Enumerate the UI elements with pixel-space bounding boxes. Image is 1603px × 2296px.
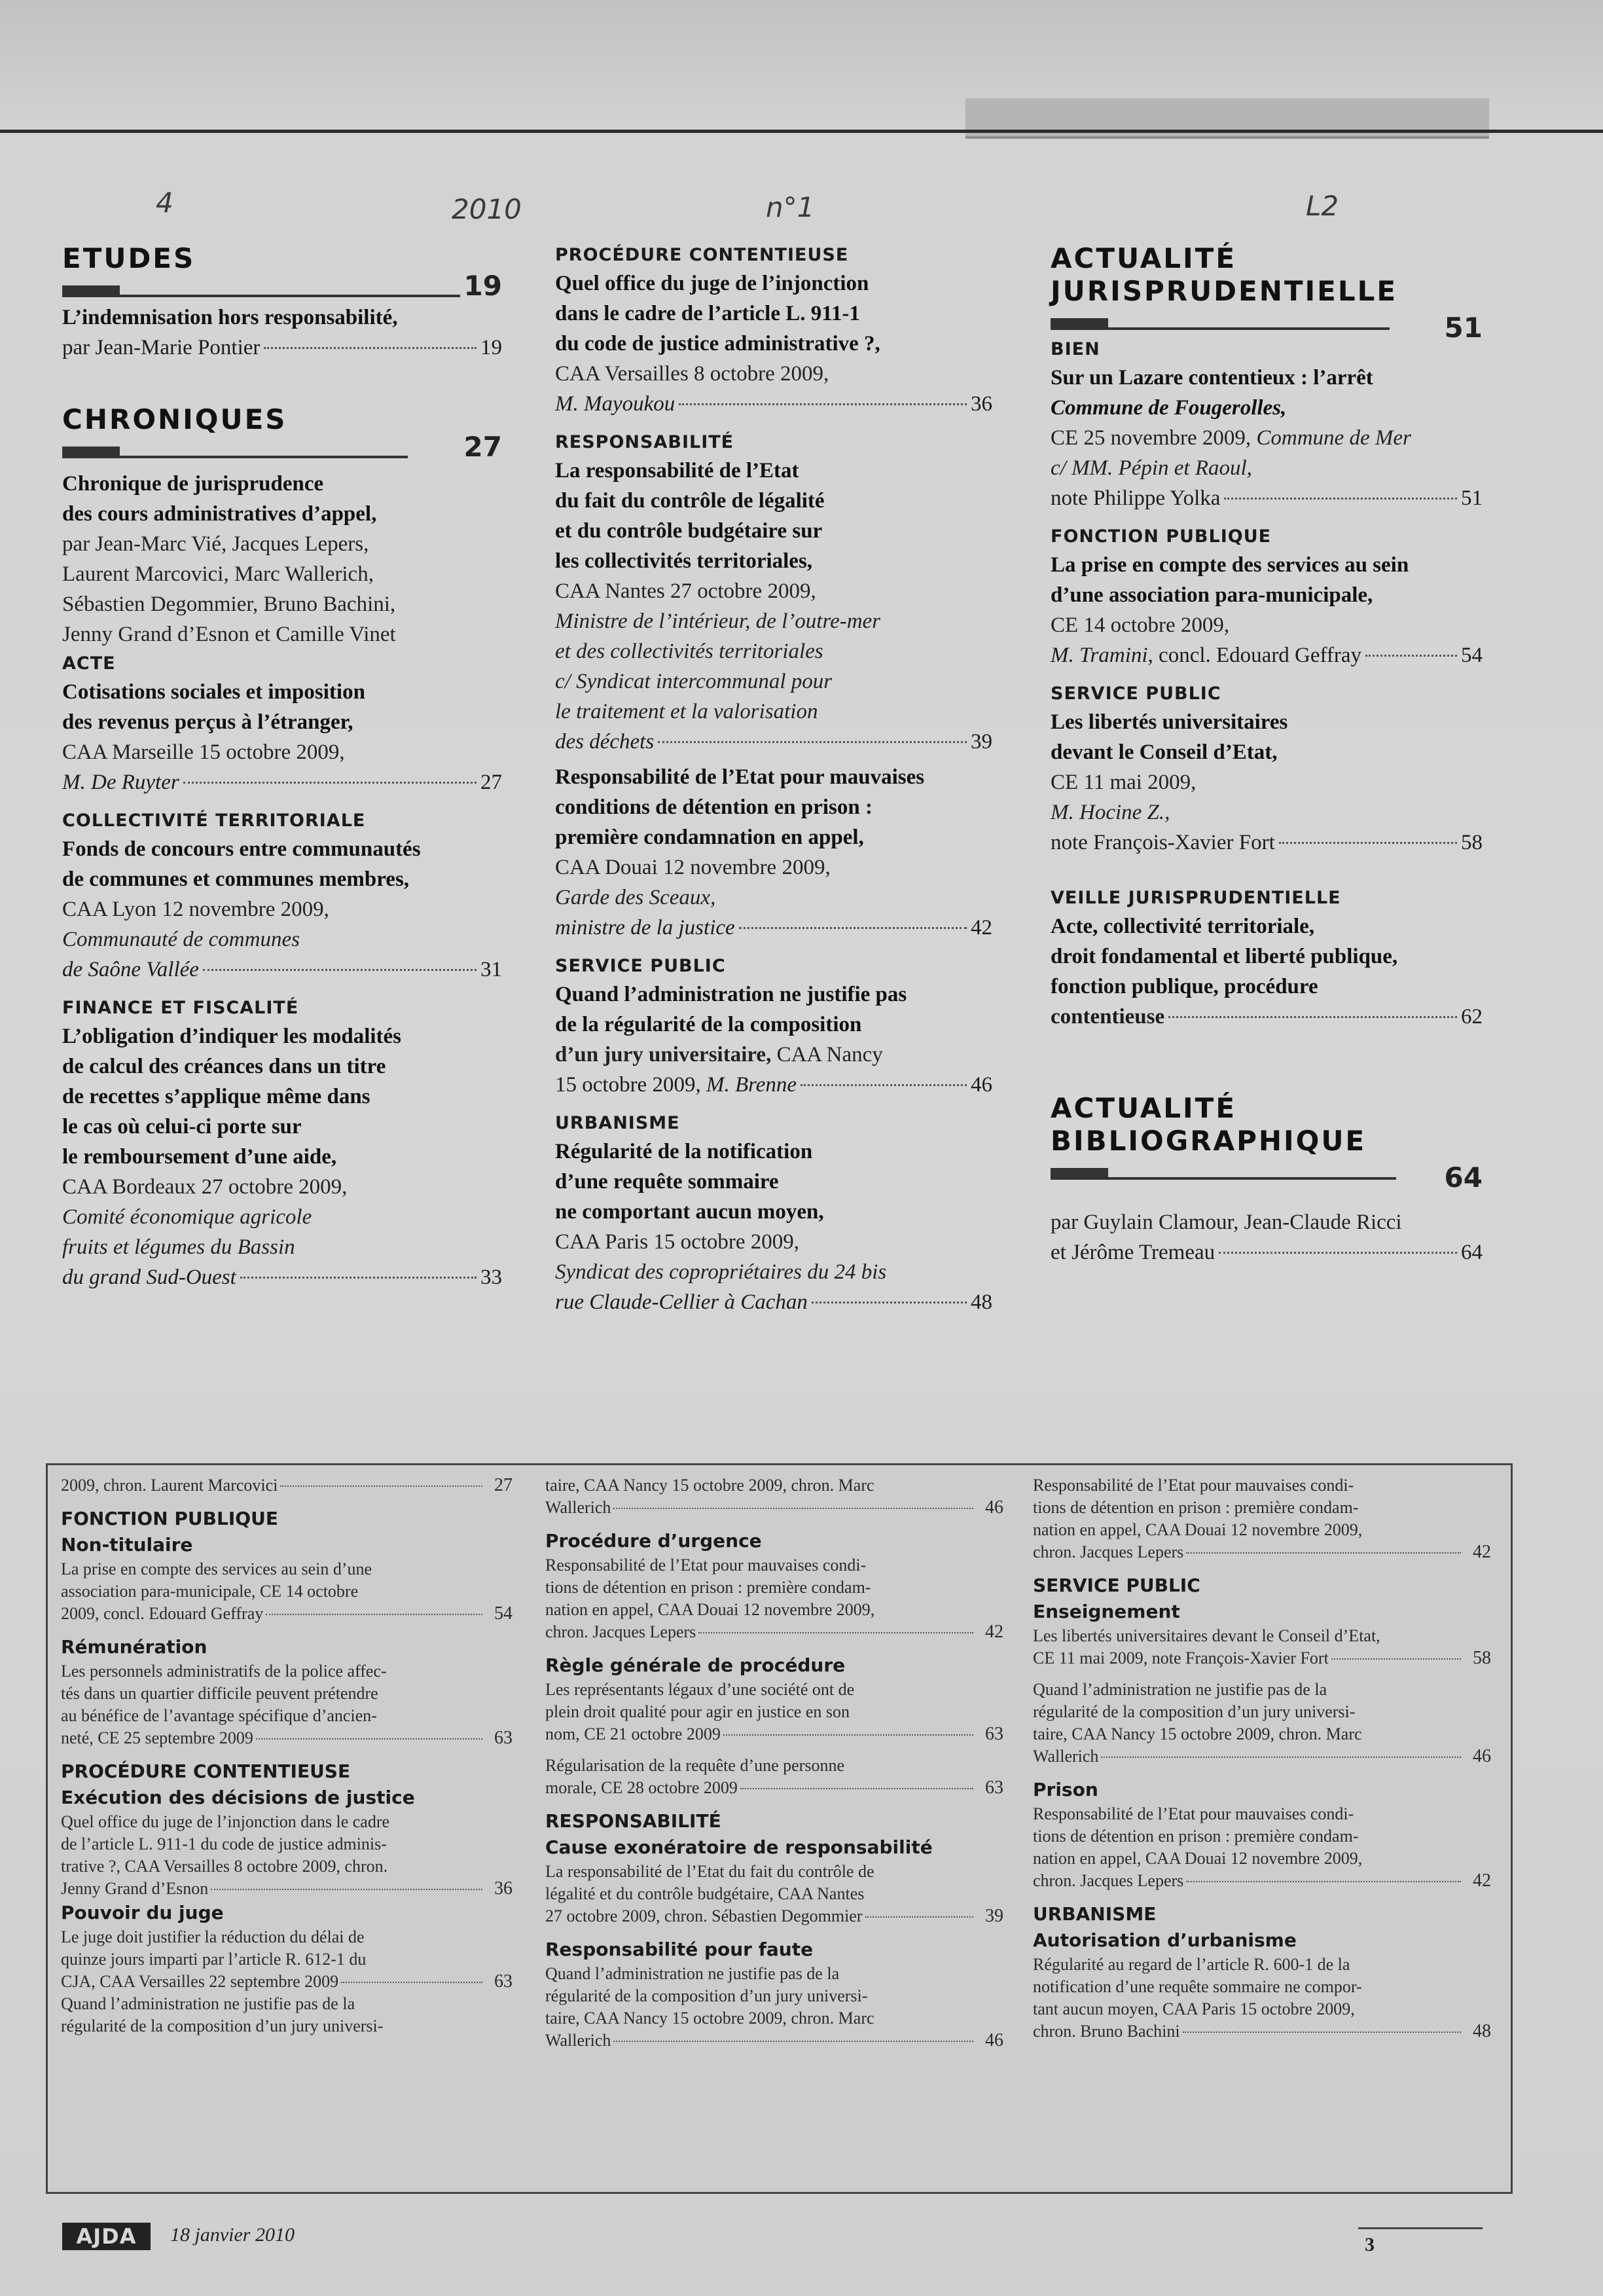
- entry-title: Acte, collectivité territoriale,: [1051, 915, 1315, 938]
- toc-entry-injonction[interactable]: M. Mayoukou 36: [555, 392, 992, 416]
- entry-title: conditions de détention en prison :: [555, 795, 873, 819]
- index-text: Régularité au regard de l’article R. 600-1 de la: [1033, 1955, 1350, 1974]
- index-text: La prise en compte des services au sein d’une: [61, 1559, 372, 1578]
- entry-court: CAA Paris 15 octobre 2009,: [555, 1230, 800, 1254]
- index-text: Quand l’administration ne justifie pas de la: [1033, 1680, 1327, 1699]
- section-page-number: 27: [463, 431, 502, 463]
- index-entry[interactable]: Wallerich 46: [1033, 1746, 1491, 1766]
- index-entry[interactable]: chron. Bruno Bachini 48: [1033, 2021, 1491, 2041]
- index-text: plein droit qualité pour agir en justice en son: [545, 1702, 850, 1721]
- index-text: régularité de la composition d’un jury universi-: [1033, 1702, 1356, 1721]
- toc-entry-cotisations[interactable]: M. De Ruyter 27: [62, 771, 502, 794]
- entry-title: La prise en compte des services au sein: [1051, 553, 1409, 577]
- toc-entry-notification[interactable]: rue Claude-Cellier à Cachan 48: [555, 1290, 992, 1314]
- index-text: légalité et du contrôle budgétaire, CAA Nantes: [545, 1884, 865, 1903]
- entry-title: de recettes s’applique même dans: [62, 1085, 370, 1108]
- footer-rule: [1358, 2227, 1483, 2229]
- entry-party: Garde des Sceaux,: [555, 886, 716, 909]
- index-text: Les libertés universitaires devant le Conseil d’Etat,: [1033, 1626, 1380, 1645]
- index-text: tions de détention en prison : première condam-: [545, 1578, 871, 1597]
- index-column-2: [545, 1474, 1003, 2052]
- entry-title: Fonds de concours entre communautés: [62, 837, 421, 861]
- toc-entry-veille[interactable]: contentieuse 62: [1051, 1005, 1483, 1029]
- index-heading: PROCÉDURE CONTENTIEUSE: [61, 1760, 351, 1782]
- index-entry[interactable]: neté, CE 25 septembre 2009 63: [61, 1728, 513, 1748]
- index-text: association para-municipale, CE 14 octobre: [61, 1582, 359, 1601]
- index-text: Les représentants légaux d’une société ont de: [545, 1680, 855, 1699]
- toc-entry-prison[interactable]: ministre de la justice 42: [555, 916, 992, 939]
- entry-title: Responsabilité de l’Etat pour mauvaises: [555, 765, 925, 789]
- index-text: tant aucun moyen, CAA Paris 15 octobre 2009,: [1033, 1999, 1355, 2018]
- section-title-etudes: ETUDES: [62, 242, 196, 274]
- index-text: La responsabilité de l’Etat du fait du contrôle de: [545, 1862, 874, 1881]
- section-title-actualite-biblio: BIBLIOGRAPHIQUE: [1051, 1125, 1367, 1157]
- handwritten-note: L2: [1306, 190, 1339, 222]
- index-subheading: Règle générale de procédure: [545, 1654, 846, 1676]
- index-subheading: Enseignement: [1033, 1601, 1180, 1622]
- index-text: tions de détention en prison : première condam-: [1033, 1498, 1359, 1517]
- index-text: notification d’une requête sommaire ne compor-: [1033, 1977, 1362, 1996]
- entry-title: Les libertés universitaires: [1051, 710, 1288, 734]
- index-text: trative ?, CAA Versailles 8 octobre 2009, chron.: [61, 1857, 388, 1876]
- index-text: taire, CAA Nancy 15 octobre 2009, chron. Marc: [545, 1476, 874, 1495]
- entry-court: CAA Versailles 8 octobre 2009,: [555, 362, 829, 386]
- index-text: taire, CAA Nancy 15 octobre 2009, chron. Marc: [1033, 1724, 1362, 1743]
- rubric-label: SERVICE PUBLIC: [555, 956, 726, 976]
- toc-entry-jury[interactable]: 15 octobre 2009, M. Brenne 46: [555, 1073, 992, 1097]
- entry-party: fruits et légumes du Bassin: [62, 1235, 295, 1259]
- entry-title: de calcul des créances dans un titre: [62, 1055, 386, 1078]
- entry-title: des cours administratives d’appel,: [62, 502, 377, 526]
- entry-title: Quel office du juge de l’injonction: [555, 272, 869, 295]
- entry-title: devant le Conseil d’Etat,: [1051, 740, 1278, 764]
- column-actualite: [1051, 242, 1483, 1267]
- index-entry[interactable]: 27 octobre 2009, chron. Sébastien Degommier 39: [545, 1906, 1003, 1926]
- entry-party: M. Hocine Z.,: [1051, 801, 1170, 824]
- entry-title: du fait du contrôle de légalité: [555, 489, 825, 513]
- rubric-label: PROCÉDURE CONTENTIEUSE: [555, 245, 849, 265]
- index-text: nation en appel, CAA Douai 12 novembre 2009,: [545, 1600, 875, 1619]
- section-page-number: 19: [463, 270, 502, 302]
- entry-title: fonction publique, procédure: [1051, 975, 1318, 998]
- index-text: nation en appel, CAA Douai 12 novembre 2009,: [1033, 1849, 1363, 1868]
- toc-entry-controle-legalite[interactable]: des déchets 39: [555, 730, 992, 754]
- section-page-number: 51: [1444, 312, 1483, 344]
- index-entry[interactable]: Jenny Grand d’Esnon 36: [61, 1878, 513, 1899]
- index-subheading: Exécution des décisions de justice: [61, 1787, 415, 1808]
- toc-entry-biblio[interactable]: et Jérôme Tremeau 64: [1051, 1241, 1483, 1264]
- index-text: Responsabilité de l’Etat pour mauvaises condi-: [1033, 1476, 1354, 1495]
- index-text: tés dans un quartier difficile peuvent prétendre: [61, 1684, 378, 1703]
- index-subheading: Procédure d’urgence: [545, 1530, 762, 1552]
- rubric-label: URBANISME: [555, 1113, 680, 1133]
- index-subheading: Autorisation d’urbanisme: [1033, 1929, 1297, 1951]
- entry-court: CE 14 octobre 2009,: [1051, 613, 1230, 637]
- index-heading: SERVICE PUBLIC: [1033, 1575, 1200, 1596]
- index-heading: FONCTION PUBLIQUE: [61, 1508, 278, 1529]
- entry-title: Sur un Lazare contentieux : l’arrêt: [1051, 366, 1373, 390]
- issue-date: 18 janvier 2010: [170, 2224, 295, 2246]
- index-text: Le juge doit justifier la réduction du délai de: [61, 1927, 365, 1946]
- index-text: Quand l’administration ne justifie pas de la: [545, 1964, 840, 1983]
- entry-title: de la régularité de la composition: [555, 1013, 862, 1036]
- entry-title: Cotisations sociales et imposition: [62, 680, 365, 704]
- index-text: quinze jours imparti par l’article R. 612-1 du: [61, 1950, 367, 1969]
- entry-party: le traitement et la valorisation: [555, 700, 818, 723]
- index-text: Quand l’administration ne justifie pas de la: [61, 1994, 355, 2013]
- rubric-label: RESPONSABILITÉ: [555, 432, 734, 452]
- entry-authors: Sébastien Degommier, Bruno Bachini,: [62, 592, 396, 616]
- toc-entry-fonds-concours[interactable]: de Saône Vallée 31: [62, 958, 502, 981]
- rubric-label: BIEN: [1051, 339, 1100, 359]
- entry-title: de communes et communes membres,: [62, 867, 410, 891]
- entry-authors: Jenny Grand d’Esnon et Camille Vinet: [62, 623, 396, 646]
- entry-court: CAA Bordeaux 27 octobre 2009,: [62, 1175, 348, 1199]
- entry-title: Commune de Fougerolles,: [1051, 396, 1287, 420]
- entry-party: et des collectivités territoriales: [555, 640, 823, 663]
- header-rule: [0, 130, 1603, 133]
- index-entry[interactable]: morale, CE 28 octobre 2009 63: [545, 1777, 1003, 1798]
- section-rule: [1051, 312, 1483, 344]
- rubric-label: COLLECTIVITÉ TERRITORIALE: [62, 811, 366, 831]
- index-column-1: [61, 1474, 513, 2037]
- entry-party: Syndicat des copropriétaires du 24 bis: [555, 1260, 887, 1284]
- subject-index-box: [46, 1463, 1513, 2194]
- index-heading: RESPONSABILITÉ: [545, 1810, 721, 1832]
- index-text: Quel office du juge de l’injonction dans le cadre: [61, 1812, 390, 1831]
- entry-title: première condamnation en appel,: [555, 826, 864, 849]
- index-entry[interactable]: CJA, CAA Versailles 22 septembre 2009 63: [61, 1971, 513, 1992]
- entry-title: d’une association para-municipale,: [1051, 583, 1373, 607]
- entry-party: Comité économique agricole: [62, 1205, 312, 1229]
- index-subheading: Pouvoir du juge: [61, 1902, 224, 1923]
- entry-party: Communauté de communes: [62, 928, 300, 951]
- index-subheading: Cause exonératoire de responsabilité: [545, 1836, 933, 1858]
- entry-title: Quand l’administration ne justifie pas: [555, 983, 907, 1006]
- index-entry[interactable]: chron. Jacques Lepers 42: [1033, 1870, 1491, 1891]
- rubric-label: SERVICE PUBLIC: [1051, 683, 1221, 704]
- entry-title: le remboursement d’une aide,: [62, 1145, 337, 1169]
- index-entry[interactable]: 2009, chron. Laurent Marcovici 27: [61, 1475, 513, 1495]
- entry-court: CE 25 novembre 2009, Commune de Mer: [1051, 426, 1411, 450]
- index-entry[interactable]: chron. Jacques Lepers 42: [1033, 1542, 1491, 1562]
- section-title-actualite-biblio: ACTUALITÉ: [1051, 1092, 1237, 1124]
- section-page-number: 64: [1444, 1161, 1483, 1194]
- entry-party: Ministre de l’intérieur, de l’outre-mer: [555, 610, 881, 633]
- entry-court: CAA Marseille 15 octobre 2009,: [62, 740, 345, 764]
- index-subheading: Rémunération: [61, 1636, 207, 1658]
- index-entry[interactable]: chron. Jacques Lepers 42: [545, 1622, 1003, 1642]
- entry-party: c/ Syndicat intercommunal pour: [555, 670, 833, 693]
- entry-authors: par Guylain Clamour, Jean-Claude Ricci: [1051, 1211, 1402, 1234]
- index-heading: URBANISME: [1033, 1903, 1157, 1925]
- index-text: régularité de la composition d’un jury universi-: [545, 1986, 868, 2005]
- entry-title: droit fondamental et liberté publique,: [1051, 945, 1398, 968]
- index-entry[interactable]: Wallerich 46: [545, 1497, 1003, 1518]
- index-entry[interactable]: Wallerich 46: [545, 2030, 1003, 2050]
- entry-title: les collectivités territoriales,: [555, 549, 813, 573]
- handwritten-note: n°1: [766, 191, 815, 223]
- entry-court: CE 11 mai 2009,: [1051, 771, 1197, 794]
- entry-title-mixed: d’un jury universitaire, CAA Nancy: [555, 1043, 883, 1066]
- entry-title: le cas où celui-ci porte sur: [62, 1115, 302, 1139]
- column-etudes-chroniques: [62, 242, 502, 1292]
- entry-title: La responsabilité de l’Etat: [555, 459, 799, 483]
- entry-title: ne comportant aucun moyen,: [555, 1200, 824, 1224]
- entry-court: CAA Douai 12 novembre 2009,: [555, 856, 831, 879]
- toc-entry-indemnisation[interactable]: par Jean-Marie Pontier 19: [62, 336, 502, 359]
- entry-title: et du contrôle budgétaire sur: [555, 519, 823, 543]
- entry-title: L’indemnisation hors responsabilité,: [62, 306, 398, 329]
- entry-authors: par Jean-Marc Vié, Jacques Lepers,: [62, 532, 369, 556]
- entry-party: c/ MM. Pépin et Raoul,: [1051, 456, 1252, 480]
- section-rule: [62, 270, 502, 302]
- index-text: Les personnels administratifs de la police affec-: [61, 1662, 387, 1681]
- section-title-actualite-juris: JURISPRUDENTIELLE: [1051, 275, 1398, 307]
- entry-title: L’obligation d’indiquer les modalités: [62, 1025, 402, 1048]
- index-subheading: Non-titulaire: [61, 1534, 193, 1556]
- index-text: régularité de la composition d’un jury universi-: [61, 2016, 384, 2035]
- toc-entry-lazare[interactable]: note Philippe Yolka 51: [1051, 486, 1483, 510]
- entry-court: CAA Lyon 12 novembre 2009,: [62, 898, 329, 921]
- section-title-actualite-juris: ACTUALITÉ: [1051, 242, 1237, 274]
- toc-entry-services-association[interactable]: M. Tramini, concl. Edouard Geffray 54: [1051, 644, 1483, 667]
- index-entry[interactable]: nom, CE 21 octobre 2009 63: [545, 1724, 1003, 1744]
- ajda-logo: AJDA: [62, 2223, 151, 2250]
- index-entry[interactable]: CE 11 mai 2009, note François-Xavier Fort 58: [1033, 1648, 1491, 1668]
- entry-court: CAA Nantes 27 octobre 2009,: [555, 579, 816, 603]
- index-entry[interactable]: 2009, concl. Edouard Geffray 54: [61, 1603, 513, 1624]
- rubric-label: ACTE: [62, 653, 116, 674]
- entry-title: dans le cadre de l’article L. 911-1: [555, 302, 860, 325]
- index-text: au bénéfice de l’avantage spécifique d’ancien-: [61, 1706, 377, 1725]
- index-text: taire, CAA Nancy 15 octobre 2009, chron. Marc: [545, 2009, 874, 2028]
- entry-title: Chronique de jurisprudence: [62, 472, 324, 496]
- toc-entry-creances[interactable]: du grand Sud-Ouest 33: [62, 1266, 502, 1289]
- rubric-label: VEILLE JURISPRUDENTIELLE: [1051, 888, 1341, 908]
- entry-authors: Laurent Marcovici, Marc Wallerich,: [62, 562, 374, 586]
- rubric-label: FINANCE ET FISCALITÉ: [62, 998, 299, 1018]
- index-column-3: [1033, 1474, 1491, 2043]
- index-subheading: Prison: [1033, 1779, 1098, 1800]
- index-text: nation en appel, CAA Douai 12 novembre 2009,: [1033, 1520, 1363, 1539]
- entry-title: du code de justice administrative ?,: [555, 332, 880, 355]
- page-number: 3: [1365, 2234, 1375, 2255]
- index-text: de l’article L. 911-1 du code de justice adminis-: [61, 1834, 387, 1853]
- entry-title: d’une requête sommaire: [555, 1170, 779, 1194]
- index-text: Régularisation de la requête d’une personne: [545, 1756, 844, 1775]
- handwritten-note: 2010: [452, 193, 522, 225]
- entry-title: Régularité de la notification: [555, 1140, 813, 1163]
- index-text: Responsabilité de l’Etat pour mauvaises condi-: [1033, 1804, 1354, 1823]
- index-text: Responsabilité de l’Etat pour mauvaises condi-: [545, 1556, 867, 1575]
- toc-entry-libertes[interactable]: note François-Xavier Fort 58: [1051, 831, 1483, 854]
- section-title-chroniques: CHRONIQUES: [62, 403, 287, 435]
- index-text: tions de détention en prison : première condam-: [1033, 1827, 1359, 1846]
- column-chroniques-continued: [555, 242, 992, 1317]
- index-subheading: Responsabilité pour faute: [545, 1939, 814, 1960]
- rubric-label: FONCTION PUBLIQUE: [1051, 526, 1272, 547]
- entry-title: des revenus perçus à l’étranger,: [62, 710, 353, 734]
- section-rule: [1051, 1161, 1483, 1194]
- handwritten-note: 4: [156, 187, 173, 219]
- section-rule: [62, 431, 502, 463]
